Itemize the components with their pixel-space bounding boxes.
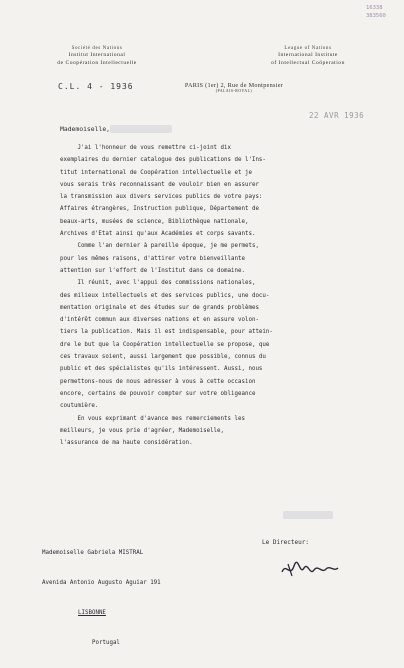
letterhead-right-line1: International Institute [278, 52, 338, 58]
body-line: permettons-nous de nous adresser à vous à cette occasion [60, 378, 256, 385]
institute-address-main: PARIS (1er) 2, Rue de Montpensier [184, 82, 284, 89]
institute-address-sub: (PALAIS-ROYAL) [215, 89, 253, 93]
body-line: attention sur l'effort de l'Institut dans ce domaine. [60, 267, 245, 274]
body-line: Affaires étrangères, Instruction publique, Département de [60, 206, 259, 213]
letterhead-right-org: League of Nations [284, 46, 332, 51]
body-line: Il réunit, avec l'appui des commissions nationales, [60, 280, 256, 287]
recipient-name: Mademoiselle Gabriela MISTRAL [42, 550, 144, 556]
signer-title: Le Directeur: [262, 539, 309, 546]
body-line: En vous exprimant d'avance mes remerciements les [60, 415, 245, 422]
salutation: Mademoiselle, [60, 125, 111, 133]
reference-number: C.L. 4 - 1936 [58, 82, 134, 91]
body-line: Archives d'Etat ainsi qu'aux Académies et corps savants. [60, 231, 256, 238]
blurred-stamp-2 [283, 511, 333, 519]
body-line: meilleurs, je vous prie d'agréer, Mademoiselle, [60, 427, 225, 434]
letter-body [60, 142, 350, 449]
letterhead-right [243, 46, 373, 67]
body-line: dre le but que la Coopération intellectuelle se propose, que [60, 341, 270, 348]
body-line: l'assurance de ma haute considération. [60, 440, 193, 447]
body-line: beaux-arts, musées de science, Bibliothèque nationale, [60, 218, 249, 225]
body-line: d'intérêt commun aux diverses nations et en assure volon- [60, 317, 259, 324]
body-line: ces travaux soient, aussi largement que possible, connus du [60, 354, 266, 361]
institute-address [169, 82, 299, 93]
handwritten-signature [280, 558, 340, 580]
body-line: Comme l'an dernier à pareille époque, je me permets, [60, 243, 259, 250]
recipient-street: Avenida Antonio Augusto Aguiar 191 [42, 580, 161, 586]
letterhead-left-org: Société des Nations [71, 46, 123, 51]
archive-number-2: 383560 [366, 13, 386, 19]
body-line: pour les mêmes raisons, d'attirer votre bienveillante [60, 255, 245, 262]
archive-number-1: 16338 [366, 5, 383, 11]
body-line: public et des spécialistes qu'ils intéressent. Aussi, nous [60, 366, 263, 373]
body-line: vous serais très reconnaissant de vouloir bien en assurer [60, 181, 259, 188]
body-line: J'ai l'honneur de vous remettre ci-joint dix [60, 145, 232, 151]
letterhead-right-line2: of Intellectual Coöperation [271, 60, 345, 66]
body-line: titut international de Coopération intellectuelle et je [60, 169, 252, 176]
body-line: la transmission aux divers services publics de votre pays: [60, 194, 263, 201]
blurred-stamp [110, 125, 172, 133]
letterhead-left-line2: de Coopération Intellectuelle [57, 60, 137, 66]
body-line: mentation originale et des études sur de grands problèmes [60, 304, 259, 311]
letterhead-left [38, 46, 156, 67]
date-stamp: 22 AVR 1936 [309, 111, 365, 120]
body-line: exemplaires du dernier catalogue des publications de l'Ins- [60, 157, 266, 164]
recipient-city: LISBONNE [78, 610, 106, 616]
recipient-country: Portugal [92, 640, 120, 646]
body-line: encore, certains de pouvoir compter sur votre obligeance [60, 390, 256, 397]
body-line: coutumière. [60, 403, 99, 410]
body-line: tiers la publication. Mais il est indispensable, pour attein- [60, 329, 273, 336]
recipient-address [42, 528, 161, 668]
body-line: des milieux intellectuels et des services publics, une docu- [60, 292, 270, 299]
letterhead-left-line1: Institut International [68, 52, 126, 58]
archive-number [366, 4, 386, 20]
